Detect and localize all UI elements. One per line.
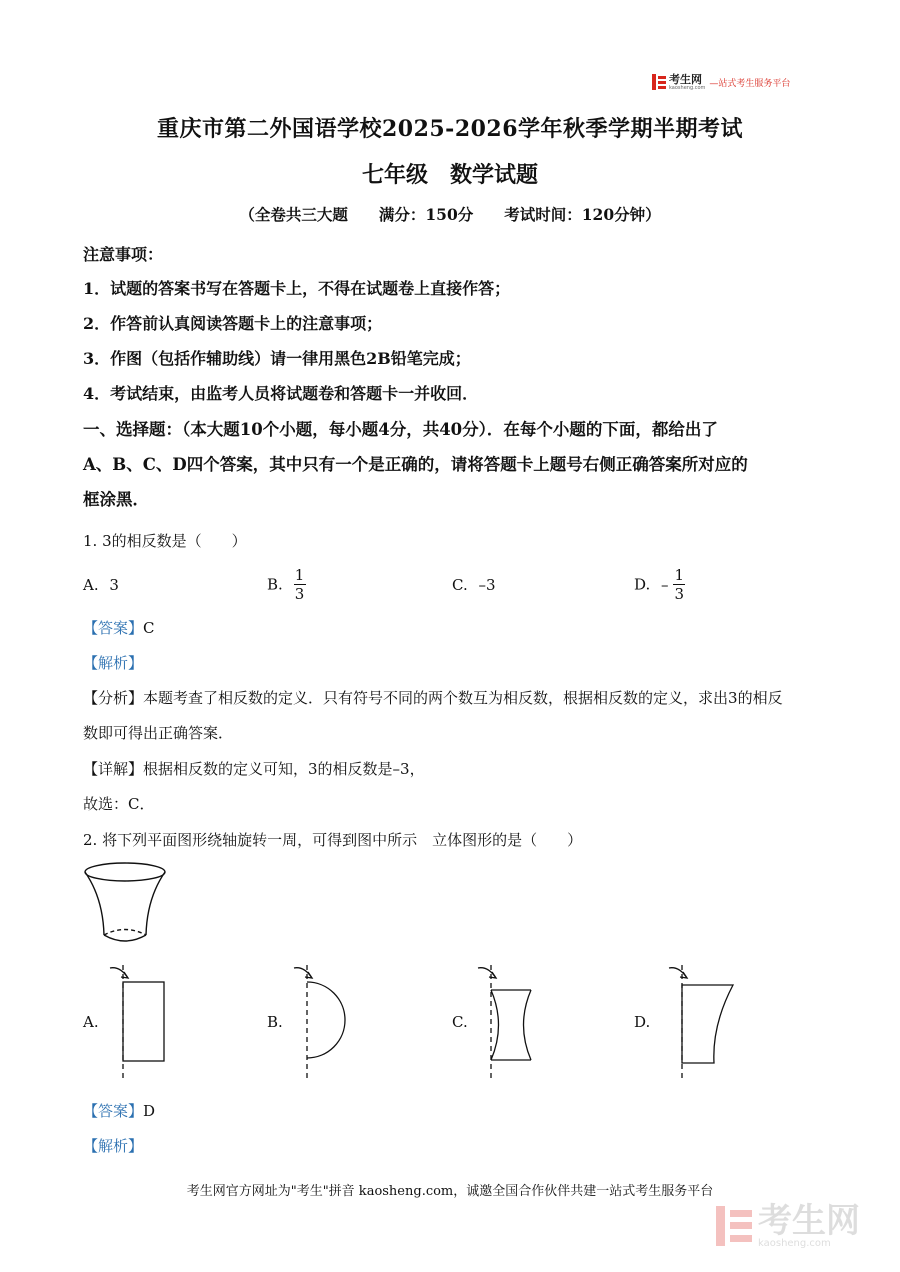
fenxi-tag: 【分析】 <box>83 689 144 707</box>
q2-analysis-tag <box>83 1135 143 1156</box>
frustum-bottom-back <box>104 930 146 936</box>
arrowhead-icon <box>680 972 687 978</box>
watermark-name: 考生网 <box>758 1201 860 1241</box>
option-value: –3 <box>478 576 496 594</box>
frustum-bottom-front <box>104 935 146 941</box>
frustum-right-side <box>146 872 165 935</box>
option-label: C. <box>452 576 468 594</box>
option-b-figure <box>294 965 345 1082</box>
q1-conclusion: 故选：C． <box>83 795 155 813</box>
numerator: 1 <box>294 566 305 584</box>
answer-tag: 【答案】 <box>83 1102 144 1120</box>
rectangle-shape <box>123 982 164 1061</box>
exam-title: 重庆市第二外国语学校2025-2026学年秋季学期半期考试 <box>156 116 744 142</box>
option-sign: – <box>661 575 669 594</box>
note-item: 2．作答前认真阅读答题卡上的注意事项； <box>83 314 383 333</box>
q1-fenxi-line2: 数即可得出正确答案． <box>83 724 234 742</box>
concave-left-side <box>491 990 499 1060</box>
option-a-figure <box>110 965 164 1082</box>
option-label: B. <box>267 575 283 594</box>
exam-info: （全卷共三大题 满分：150分 考试时间：120分钟） <box>239 205 661 224</box>
arrowhead-icon <box>305 972 312 978</box>
q2-option-a-label: A. <box>83 1013 99 1031</box>
answer-tag: 【答案】 <box>83 619 144 637</box>
q2-answer <box>83 1100 155 1121</box>
option-label: A. <box>83 576 99 594</box>
arrowhead-icon <box>489 972 496 978</box>
frustum-figure <box>85 863 165 941</box>
exam-subtitle: 七年级 数学试题 <box>361 162 538 188</box>
q2-option-c-label: C. <box>452 1013 468 1031</box>
question-1-stem: 1. 3的相反数是（ ） <box>83 532 247 550</box>
answer-value: C <box>143 619 155 637</box>
section-heading-line2: A、B、C、D四个答案，其中只有一个是正确的，请将答题卡上题号右侧正确答案所对应的 <box>83 455 748 474</box>
xiangjie-tag: 【详解】 <box>83 760 144 778</box>
fenxi-text: 本题考查了相反数的定义．只有符号不同的两个数互为相反数，根据相反数的定义，求出3的相反 <box>143 689 783 707</box>
notes-heading: 注意事项： <box>83 245 164 264</box>
note-item: 4．考试结束，由监考人员将试题卷和答题卡一并收回． <box>83 384 479 403</box>
page-footer: 考生网官方网址为"考生"拼音 kaosheng.com，诚邀全国合作伙伴共建一站式考生服务平台 <box>186 1184 714 1199</box>
watermark <box>716 1203 860 1249</box>
semicircle-shape <box>307 982 345 1058</box>
analysis-tag: 【解析】 <box>83 1137 144 1155</box>
q2-option-d-label: D. <box>634 1013 651 1031</box>
numerator: 1 <box>674 566 685 584</box>
option-value: 3 <box>109 576 119 594</box>
frustum-top-ellipse <box>85 863 165 881</box>
answer-value: D <box>143 1102 156 1120</box>
question-2-stem: 2. 将下列平面图形绕轴旋转一周，可得到图中所示 立体图形的是（ ） <box>83 831 583 849</box>
q2-option-b-label: B. <box>267 1013 283 1031</box>
watermark-logo-icon <box>716 1206 752 1246</box>
logo-domain: kaosheng.com <box>669 84 706 91</box>
logo-name: 考生网 <box>669 72 702 86</box>
note-item: 1．试题的答案书写在答题卡上，不得在试题卷上直接作答； <box>83 279 511 298</box>
analysis-tag: 【解析】 <box>83 654 144 672</box>
logo-slogan: —站式考生服务平台 <box>709 78 791 89</box>
watermark-text <box>758 1203 860 1249</box>
watermark-domain: kaosheng.com <box>758 1238 831 1249</box>
denominator: 3 <box>674 585 685 603</box>
section-heading-line1: 一、选择题：（本大题10个小题，每小题4分，共40分）．在每个小题的下面，都给出了 <box>83 420 718 439</box>
option-c-figure <box>478 965 531 1082</box>
option-label: D. <box>634 575 651 594</box>
arrowhead-icon <box>121 972 128 978</box>
option-d-figure <box>669 965 733 1082</box>
frustum-left-side <box>85 872 104 935</box>
xiangjie-text: 根据相反数的定义可知，3的相反数是–3， <box>143 760 425 778</box>
note-item: 3．作图（包括作辅助线）请一律用黑色2B铅笔完成； <box>83 349 471 368</box>
concave-right-side <box>524 990 532 1060</box>
denominator: 3 <box>294 585 305 603</box>
section-heading-line3: 框涂黑． <box>83 490 149 509</box>
trapezoid-curve-shape <box>682 985 733 1063</box>
